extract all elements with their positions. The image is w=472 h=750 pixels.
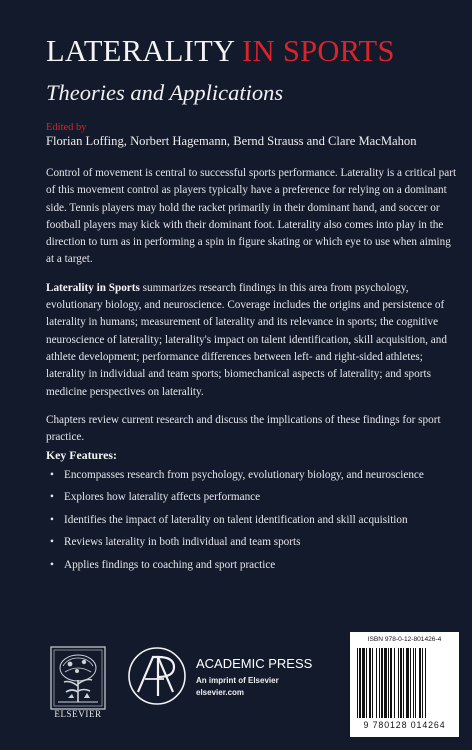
- feature-text: Encompasses research from psychology, evolutionary biology, and neuroscience: [64, 469, 424, 481]
- feature-text: Reviews laterality in both individual and team sports: [64, 536, 301, 549]
- isbn-barcode-icon: [356, 648, 453, 718]
- barcode-bar: [410, 648, 411, 718]
- barcode-bar: [362, 648, 365, 718]
- editor-names: Florian Loffing, Norbert Hagemann, Bernd Strauss and Clare MacMahon: [46, 134, 417, 148]
- imprint-text: An imprint of Elsevier: [196, 676, 279, 685]
- elsevier-wordmark: ELSEVIER: [54, 709, 102, 719]
- academic-press-name: ACADEMIC PRESS: [196, 656, 313, 671]
- title-part-in-sports: IN SPORTS: [242, 34, 395, 68]
- barcode-bar: [394, 648, 395, 718]
- barcode-bar: [388, 648, 389, 718]
- description-paragraph-3: Chapters review current research and discuss the implications of these findings for sport practice.: [46, 413, 441, 444]
- barcode-bar: [357, 648, 358, 718]
- bullet-icon: •: [50, 513, 54, 526]
- barcode-number: 9 780128 014264: [363, 720, 446, 730]
- barcode-bar: [413, 648, 414, 718]
- edited-by-label: Edited by: [46, 122, 87, 133]
- barcode-bar: [376, 648, 377, 718]
- barcode-bar: [366, 648, 367, 718]
- feature-text: Applies findings to coaching and sport practice: [64, 558, 276, 571]
- barcode-bar: [415, 648, 416, 718]
- bullet-icon: •: [50, 536, 54, 549]
- isbn-barcode-box: [350, 632, 459, 737]
- barcode-bar: [422, 648, 423, 718]
- barcode-bar: [381, 648, 383, 718]
- barcode-bar: [379, 648, 380, 718]
- barcode-bar: [400, 648, 402, 718]
- description-paragraph-2-text: summarizes research findings in this area from psychology, evolutionary biology, and neuroscience. Coverage includes the origins and persistence of laterality in humans; measurement of laterality and its relevance in sports; the cognitive neuroscience of laterality; laterality's impact on talent identification, skill acquisition, and athlete development; performance differences between left- and right-sided athletes; laterality in individual and team sports; biomechanical aspects of laterality; and sports medicine perspectives on laterality.: [46, 281, 447, 398]
- barcode-bar: [425, 648, 426, 718]
- barcode-bar: [403, 648, 404, 718]
- bullet-icon: •: [50, 469, 54, 481]
- feature-item: [50, 490, 460, 504]
- book-title-inline: Laterality in Sports: [46, 281, 140, 294]
- description: [46, 165, 458, 457]
- bullet-icon: •: [50, 491, 54, 504]
- barcode-bar: [398, 648, 399, 718]
- feature-item: [50, 558, 460, 572]
- feature-text: Explores how laterality affects performance: [64, 491, 261, 504]
- isbn-label: ISBN 978-0-12-801426-4: [367, 636, 442, 643]
- barcode-bar: [419, 648, 421, 718]
- barcode-bar: [384, 648, 387, 718]
- barcode-bar: [390, 648, 392, 718]
- description-paragraph-2: [46, 280, 458, 401]
- publisher-url: elsevier.com: [196, 688, 245, 697]
- barcode-bar: [369, 648, 371, 718]
- key-features-list: [50, 468, 460, 580]
- book-subtitle: Theories and Applications: [46, 80, 284, 105]
- barcode-bar: [372, 648, 373, 718]
- key-features-heading: Key Features:: [46, 448, 117, 462]
- title-part-laterality: LATERALITY: [46, 34, 243, 68]
- barcode-bar: [406, 648, 409, 718]
- feature-item: [50, 468, 460, 482]
- feature-item: [50, 535, 460, 549]
- feature-text: Identifies the impact of laterality on talent identification and skill acquisition: [64, 513, 408, 526]
- description-paragraph-1: Control of movement is central to successful sports performance. Laterality is a critical part of this movement control as players typically have a preference for relying on a dominant side. Tennis players may hold the racket primarily in their dominant hand, and soccer or football players may kick with their dominant foot. Laterality also comes into play in the direction to turn as in performing a spin in figure skating or which eye to use when aiming at a target.: [46, 167, 457, 266]
- barcode-bar: [359, 648, 361, 718]
- feature-item: [50, 513, 460, 527]
- bullet-icon: •: [50, 558, 54, 571]
- elsevier-tree-logo-icon: [50, 646, 106, 710]
- academic-press-ap-logo-icon: [127, 646, 187, 706]
- book-title: [46, 36, 395, 67]
